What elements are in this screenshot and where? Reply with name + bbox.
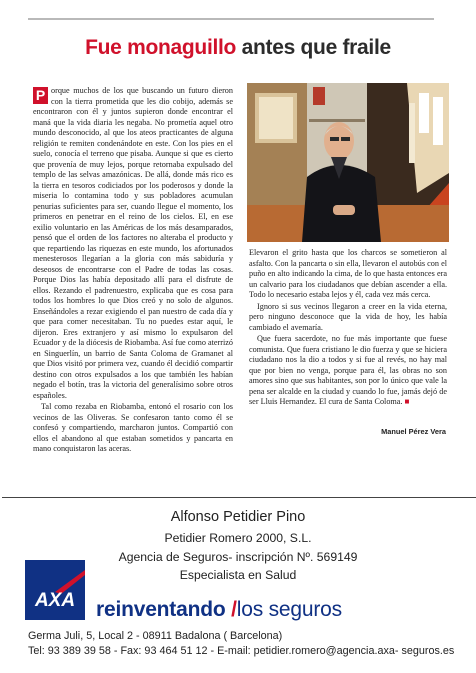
end-mark-icon: ■: [404, 397, 410, 406]
section-divider: [2, 497, 476, 498]
slogan-light-part: los seguros: [236, 598, 342, 621]
slogan-bold-part: reinventando: [96, 598, 226, 621]
axa-logo-mark: [25, 560, 85, 620]
ad-agency-registration: Agencia de Seguros- inscripción Nº. 569149: [118, 550, 358, 564]
headline-dark-part: antes que fraile: [241, 36, 391, 59]
ad-address: Germa Juli, 5, Local 2 - 08911 Badalona ( Barcelona): [28, 630, 283, 642]
article-byline: Manuel Pérez Vera: [381, 427, 446, 436]
ad-agent-name: Alfonso Petidier Pino: [170, 509, 306, 525]
priest-photo-illustration: [247, 83, 449, 242]
ad-company-name: Petidier Romero 2000, S.L.: [164, 531, 312, 545]
svg-text:AXA: AXA: [34, 590, 76, 611]
slogan-slash: /: [231, 598, 237, 621]
ad-contact-info: Tel: 93 389 39 58 - Fax: 93 464 51 12 - E-mail: petidier.romero@agencia.axa- seguros.es: [28, 645, 455, 657]
article-column-left: [33, 86, 233, 488]
ad-slogan: [96, 598, 342, 622]
article-paragraph: Que fuera sacerdote, no fue más importante que fuese comunista. Que fuera cristiano le dio fuerza y que se hiciera ciudadano nos la dio a todos y si fue al revés, no hay mal que por bien no venga, porque para él, las obras no son amores sino que sus habitantes, son por lo único que vale la pena ser alcalde en la ciudad y cuando lo fue, jamás dejó de ser Lluis Hernandez. El cura de Santa Coloma. ■: [249, 334, 447, 406]
axa-logo: [25, 560, 85, 620]
article-photo: [247, 83, 449, 242]
article-paragraph: Tal como rezaba en Riobamba, entonó el rosario con los vecinos de las Oliveras. Se confesaron tanto como él se confesó y compartiendo, marcharon juntos. Compartió con ellos el abandono al que estaban sometidos y pancarta en mano conquistaron las aceras.: [33, 402, 233, 453]
top-rule: [28, 18, 434, 20]
article-paragraph: Ignoro si sus vecinos llegaron a creer en la vida eterna, pero ninguno desconoce que la vida de hoy, les había cambiado el avemaría.: [249, 301, 447, 332]
article-paragraph: Elevaron el grito hasta que los charcos se sometieron al asfalto. Con la pancarta o sin ella, llevaron el autobús con el puño en alto indicando la cima, de lo que hasta entonces era un calvario para los ciudadanos que debían ascender a ella. Todo lo necesario estaba lejos y él, cada vez más cerca.: [249, 248, 447, 299]
headline-red-part: Fue monaguillo: [85, 36, 237, 59]
article-column-right: [249, 248, 447, 413]
article-headline: [0, 36, 476, 60]
article-paragraph: P orque muchos de los que buscando un futuro dieron con la tierra prometida que les dio cobijo, además se encontraron con él y juntos supieron donde encontrar el maná que la vida diaria les negaba. No prometía aquel otro mundo desconocido, al que los ateos practicantes de alguna religión te remiten condenándote en este. Con los pies en el suelo, conocía el terreno que pisaba. Aunque si que es cierto que provenía de muy lejos, porque retornaba expulsado del templo de las selvas amazónicas. De allá, donde más rico es la tierra en tesoros codiciados por los poderosos y donde la miseria lo contamina todo y sus pobladores acumulan penurias suficientes para ser, cuando llegue el momento, los primeros en penetrar en el reino de los cielos. El, en ese exilio voluntario en las Américas de los más desamparados, pensó que el orden de los factores no alteraba el producto y que repartiendo las riquezas en este mundo, los afortunados menesterosos llegarían a la gloria con más sabiduría y deseosos de encontrarse con el Padre de todas las cosas. Porque Dios las había depositado allí para el disfrute de ellos. Rezando el padrenuestro, explicaba que es cosa para todos los hombres lo que Dios creó y no solo de algunos. Enseñándoles a rezar exigiendo el pan nuestro de cada día y que para comer necesitaban. Tu no puedes estar aquí, le dijeron. Eres extranjero y así mismo lo expulsaron del Ecuador y de la diócesis de Riobamba. Así fue como aterrizó en Singuerlín, un barrio de Santa Coloma de Gramanet al que Dios visitó por primera vez, cuando él decidió compartir destino con otros expulsados a los que también les habían negado el botín, tras la victoria del generalísimo sobre otros españoles.: [33, 86, 233, 400]
ad-specialty: Especialista en Salud: [179, 568, 297, 582]
drop-cap: P: [33, 87, 48, 104]
